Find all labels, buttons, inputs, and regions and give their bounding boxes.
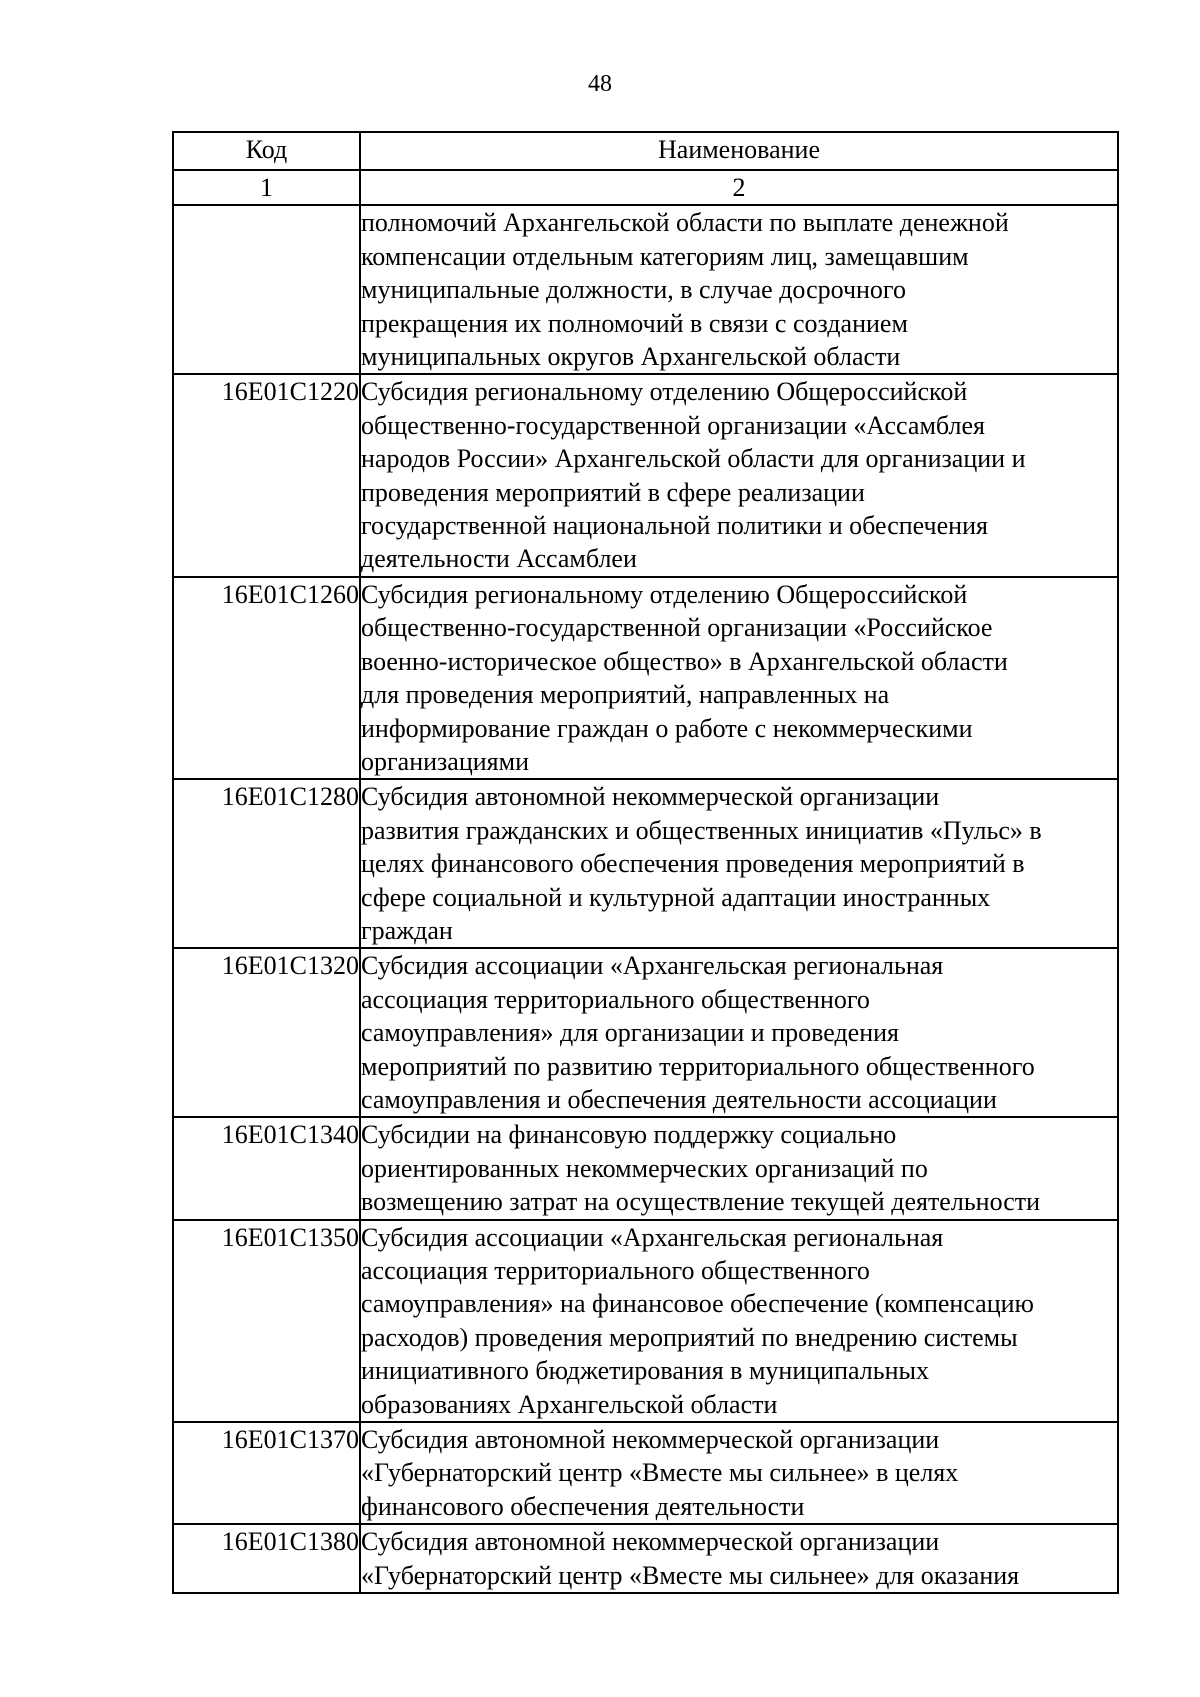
row-name-line: «Губернаторский центр «Вместе мы сильнее» для оказания [361,1560,1020,1590]
row-name-line: государственной национальной политики и обеспечения [361,511,988,541]
row-code: 16Е01С1320 [173,948,360,1117]
row-code: 16Е01С1380 [173,1524,360,1593]
row-name [360,1117,1118,1219]
table-row [173,1117,1118,1219]
row-name-line: развития гражданских и общественных инициатив «Пульс» в [361,815,1042,845]
row-name-line: Субсидия ассоциации «Архангельская региональная [361,951,944,981]
row-name [360,1524,1118,1593]
row-name-line: самоуправления» на финансовое обеспечение (компенсацию [361,1289,1034,1319]
row-name [360,948,1118,1117]
row-name-line: расходов) проведения мероприятий по внедрению системы [361,1322,1018,1352]
row-name-line: Субсидия автономной некоммерческой организации [361,782,940,812]
row-name-line: граждан [361,915,453,945]
table-header-row [173,132,1118,170]
row-name-line: мероприятий по развитию территориального общественного [361,1051,1035,1081]
table-row [173,1524,1118,1593]
row-name-line: «Губернаторский центр «Вместе мы сильнее» в целях [361,1458,959,1488]
row-name-line: целях финансового обеспечения проведения мероприятий в [361,849,1025,879]
row-name-line: возмещению затрат на осуществление текущей деятельности [361,1187,1041,1217]
row-name-line: компенсации отдельным категориям лиц, замещавшим [361,241,969,271]
row-code [173,205,360,374]
row-name [360,577,1118,779]
row-name-line: для проведения мероприятий, направленных на [361,680,890,710]
row-name-line: муниципальные должности, в случае досрочного [361,275,906,305]
table-row [173,1220,1118,1422]
column-number-row [173,170,1118,205]
column-number-code: 1 [173,170,360,205]
row-name-line: прекращения их полномочий в связи с созданием [361,308,908,338]
table-row [173,374,1118,576]
table-row [173,205,1118,374]
column-number-name: 2 [360,170,1118,205]
row-name-line: ассоциация территориального общественного [361,1256,870,1285]
row-name-line: Субсидия автономной некоммерческой организации [361,1425,940,1455]
row-name [360,779,1118,948]
row-name-line: финансового обеспечения деятельности [361,1491,805,1521]
row-name-line: Субсидии на финансовую поддержку социально [361,1120,897,1150]
table-row [173,1422,1118,1524]
row-name [360,374,1118,576]
row-name-line: сфере социальной и культурной адаптации иностранных [361,882,991,912]
row-name-line: Субсидия региональному отделению Общероссийской [361,377,968,407]
row-name-line: организациями [361,746,529,776]
row-name-line: проведения мероприятий в сфере реализации [361,477,865,507]
row-name-line: образованиях Архангельской области [361,1389,778,1419]
row-code: 16Е01С1220 [173,374,360,576]
header-code: Код [173,132,360,170]
table-row [173,577,1118,779]
row-name-line: общественно-государственной организации «Ассамблея [361,410,985,440]
row-code: 16Е01С1340 [173,1117,360,1219]
row-code: 16Е01С1260 [173,577,360,779]
row-code: 16Е01С1370 [173,1422,360,1524]
row-code: 16Е01С1350 [173,1220,360,1422]
row-name-line: ассоциация территориального общественного [361,984,870,1014]
page-number: 48 [588,71,612,97]
budget-code-table [172,131,1119,1594]
table-body [173,205,1118,1593]
row-name-line: Субсидия ассоциации «Архангельская региональная [361,1222,944,1252]
row-name [360,205,1118,374]
row-name-line: военно-историческое общество» в Архангельской области [361,646,1008,676]
row-name-line: самоуправления и обеспечения деятельности ассоциации [361,1084,997,1114]
row-name-line: инициативного бюджетирования в муниципальных [361,1356,929,1386]
row-name-line: информирование граждан о работе с некоммерческими [361,713,973,743]
row-name-line: общественно-государственной организации «Российское [361,613,993,643]
row-name-line: полномочий Архангельской области по выплате денежной [361,208,1009,238]
row-name [360,1220,1118,1422]
table-row [173,948,1118,1117]
row-name-line: муниципальных округов Архангельской области [361,342,901,372]
row-name-line: деятельности Ассамблеи [361,544,637,574]
row-name-line: самоуправления» для организации и проведения [361,1018,900,1048]
row-name [360,1422,1118,1524]
row-name-line: Субсидия автономной некоммерческой организации [361,1527,940,1557]
row-name-line: Субсидия региональному отделению Общероссийской [361,579,968,609]
header-name: Наименование [360,132,1118,170]
row-code: 16Е01С1280 [173,779,360,948]
row-name-line: ориентированных некоммерческих организаций по [361,1153,928,1183]
row-name-line: народов России» Архангельской области для организации и [361,444,1026,474]
table-row [173,779,1118,948]
